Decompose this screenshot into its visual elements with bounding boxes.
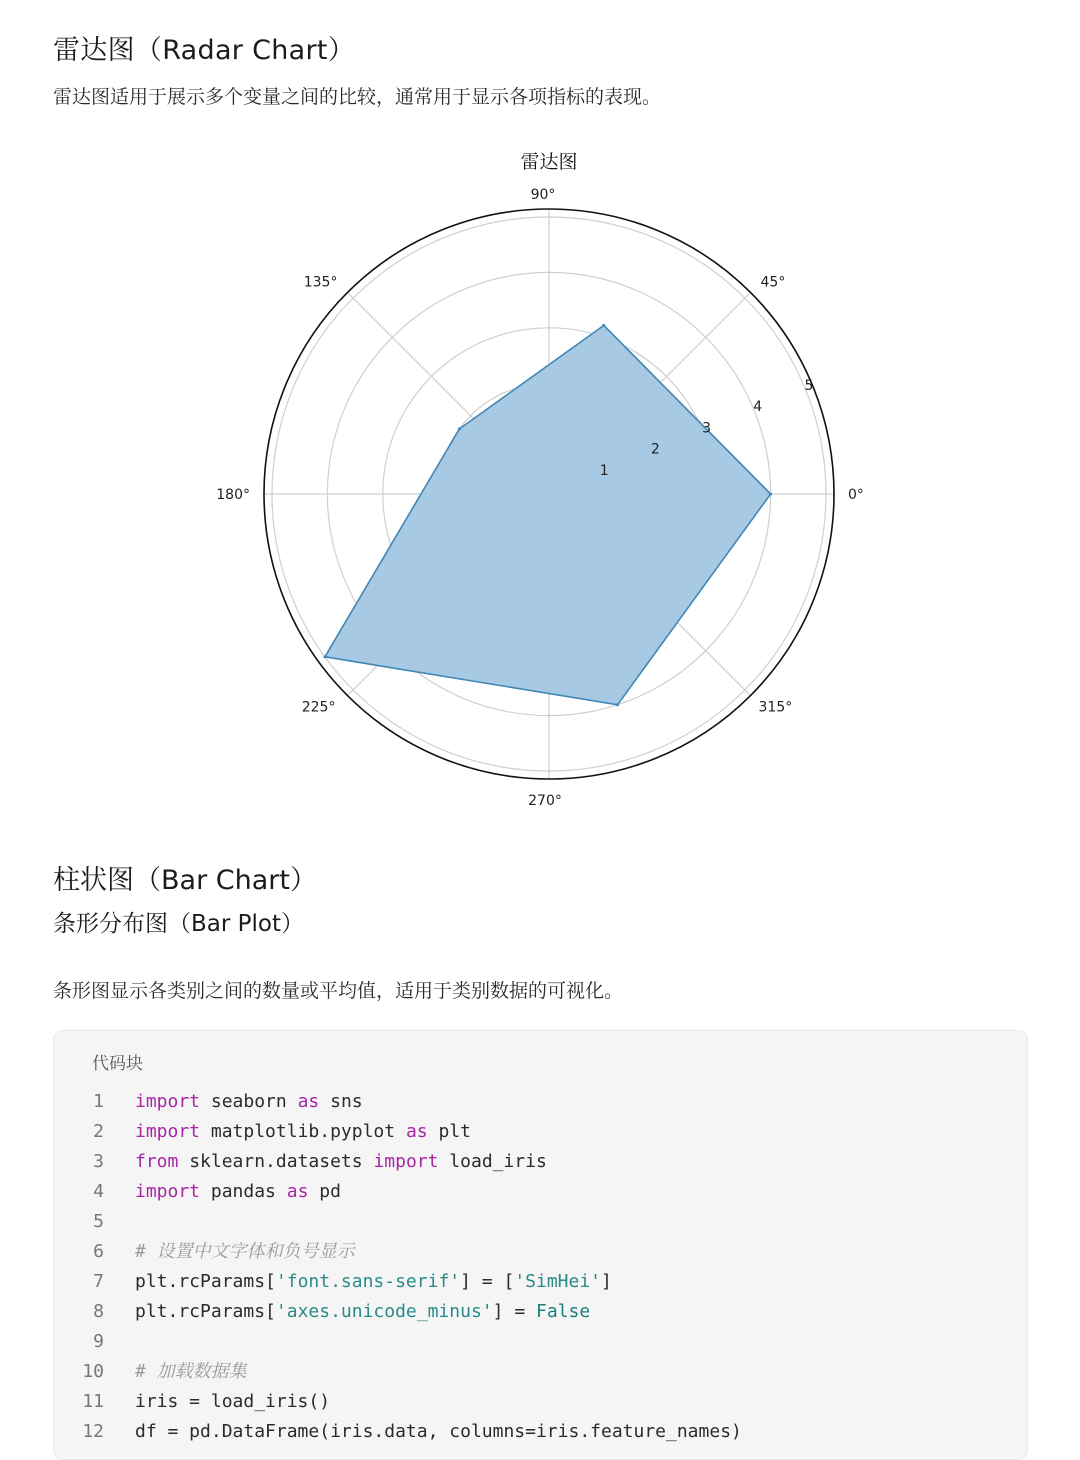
code-token: sklearn.datasets bbox=[178, 1151, 374, 1172]
line-number: 7 bbox=[93, 1271, 104, 1292]
code-line bbox=[54, 1087, 1027, 1117]
code-token: import bbox=[135, 1121, 201, 1142]
code-line bbox=[54, 1297, 1027, 1327]
radar-point-3 bbox=[458, 427, 461, 430]
section-title-radar: 雷达图（Radar Chart） bbox=[53, 35, 356, 66]
code-token: 'axes.unicode_minus' bbox=[275, 1301, 493, 1322]
line-number: 2 bbox=[93, 1121, 104, 1142]
radar-point-2 bbox=[602, 324, 605, 327]
code-line bbox=[54, 1117, 1027, 1147]
angle-tick-label: 270° bbox=[528, 793, 562, 809]
line-number: 11 bbox=[82, 1391, 104, 1412]
radial-tick-label: 3 bbox=[702, 420, 712, 437]
section-desc-radar: 雷达图适用于展示多个变量之间的比较，通常用于显示各项指标的表现。 bbox=[53, 86, 662, 108]
code-token: plt bbox=[427, 1121, 471, 1142]
code-token: import bbox=[135, 1091, 201, 1112]
code-block[interactable] bbox=[53, 1030, 1028, 1460]
angle-tick-label: 225° bbox=[301, 699, 336, 716]
code-line bbox=[54, 1327, 1027, 1357]
line-number: 8 bbox=[93, 1301, 104, 1322]
radial-tick-label: 1 bbox=[599, 462, 609, 479]
code-line bbox=[54, 1267, 1027, 1297]
angle-tick-label: 45° bbox=[760, 274, 786, 291]
code-line bbox=[54, 1387, 1027, 1417]
code-token: seaborn bbox=[200, 1091, 298, 1112]
code-token: iris = load_iris() bbox=[135, 1391, 331, 1412]
line-number: 10 bbox=[82, 1361, 104, 1382]
line-number: 6 bbox=[93, 1241, 104, 1262]
code-line bbox=[54, 1207, 1027, 1237]
code-line bbox=[54, 1417, 1027, 1447]
angle-tick-label: 180° bbox=[216, 487, 250, 503]
code-token: plt.rcParams[ bbox=[135, 1271, 276, 1292]
line-number: 5 bbox=[93, 1211, 104, 1232]
angle-tick-label: 315° bbox=[758, 699, 793, 716]
code-token: ] = [ bbox=[460, 1271, 515, 1292]
chart-title: 雷达图 bbox=[520, 151, 578, 173]
radar-area bbox=[325, 325, 771, 704]
code-token: ] = bbox=[492, 1301, 536, 1322]
section-desc-bar: 条形图显示各类别之间的数量或平均值，适用于类别数据的可视化。 bbox=[53, 980, 624, 1002]
radar-point-5 bbox=[616, 703, 619, 706]
code-token: matplotlib.pyplot bbox=[200, 1121, 406, 1142]
code-token: df = pd.DataFrame(iris.data, columns=iris.feature_names) bbox=[135, 1421, 742, 1442]
code-token: import bbox=[135, 1181, 201, 1202]
radar-chart bbox=[0, 130, 1080, 830]
code-token: # 设置中文字体和负号显示 bbox=[135, 1241, 355, 1262]
section-subtitle-barplot: 条形分布图（Bar Plot） bbox=[53, 911, 304, 937]
code-token: as bbox=[405, 1121, 428, 1142]
code-token: pd bbox=[308, 1181, 341, 1202]
code-token: plt.rcParams[ bbox=[135, 1301, 276, 1322]
radial-tick-label: 4 bbox=[753, 399, 763, 416]
code-token: from bbox=[135, 1151, 179, 1172]
code-line bbox=[54, 1177, 1027, 1207]
line-number: 9 bbox=[93, 1331, 104, 1352]
code-token: import bbox=[373, 1151, 439, 1172]
code-token: as bbox=[286, 1181, 309, 1202]
line-number: 3 bbox=[93, 1151, 104, 1172]
line-number: 4 bbox=[93, 1181, 104, 1202]
radial-tick-label: 2 bbox=[650, 441, 660, 458]
section-title-bar: 柱状图（Bar Chart） bbox=[53, 865, 317, 896]
code-lines bbox=[54, 1087, 1027, 1447]
code-token: 'SimHei' bbox=[514, 1271, 602, 1292]
angle-tick-label: 0° bbox=[848, 487, 864, 503]
radial-tick-label: 5 bbox=[804, 377, 814, 394]
code-token: sns bbox=[319, 1091, 363, 1112]
angle-tick-label: 135° bbox=[303, 274, 338, 291]
code-block-label: 代码块 bbox=[92, 1054, 143, 1074]
code-token: load_iris bbox=[438, 1151, 547, 1172]
radar-point-1 bbox=[769, 493, 772, 496]
code-line bbox=[54, 1147, 1027, 1177]
code-token: pandas bbox=[200, 1181, 287, 1202]
line-number: 1 bbox=[93, 1091, 104, 1112]
radar-point-4 bbox=[323, 655, 326, 658]
code-token: as bbox=[297, 1091, 320, 1112]
code-token: ] bbox=[601, 1271, 612, 1292]
code-token: # 加载数据集 bbox=[135, 1361, 247, 1382]
code-token: False bbox=[536, 1301, 591, 1322]
code-line bbox=[54, 1357, 1027, 1387]
angle-tick-label: 90° bbox=[530, 187, 556, 203]
line-number: 12 bbox=[82, 1421, 104, 1442]
code-token: 'font.sans-serif' bbox=[275, 1271, 461, 1292]
code-line bbox=[54, 1237, 1027, 1267]
